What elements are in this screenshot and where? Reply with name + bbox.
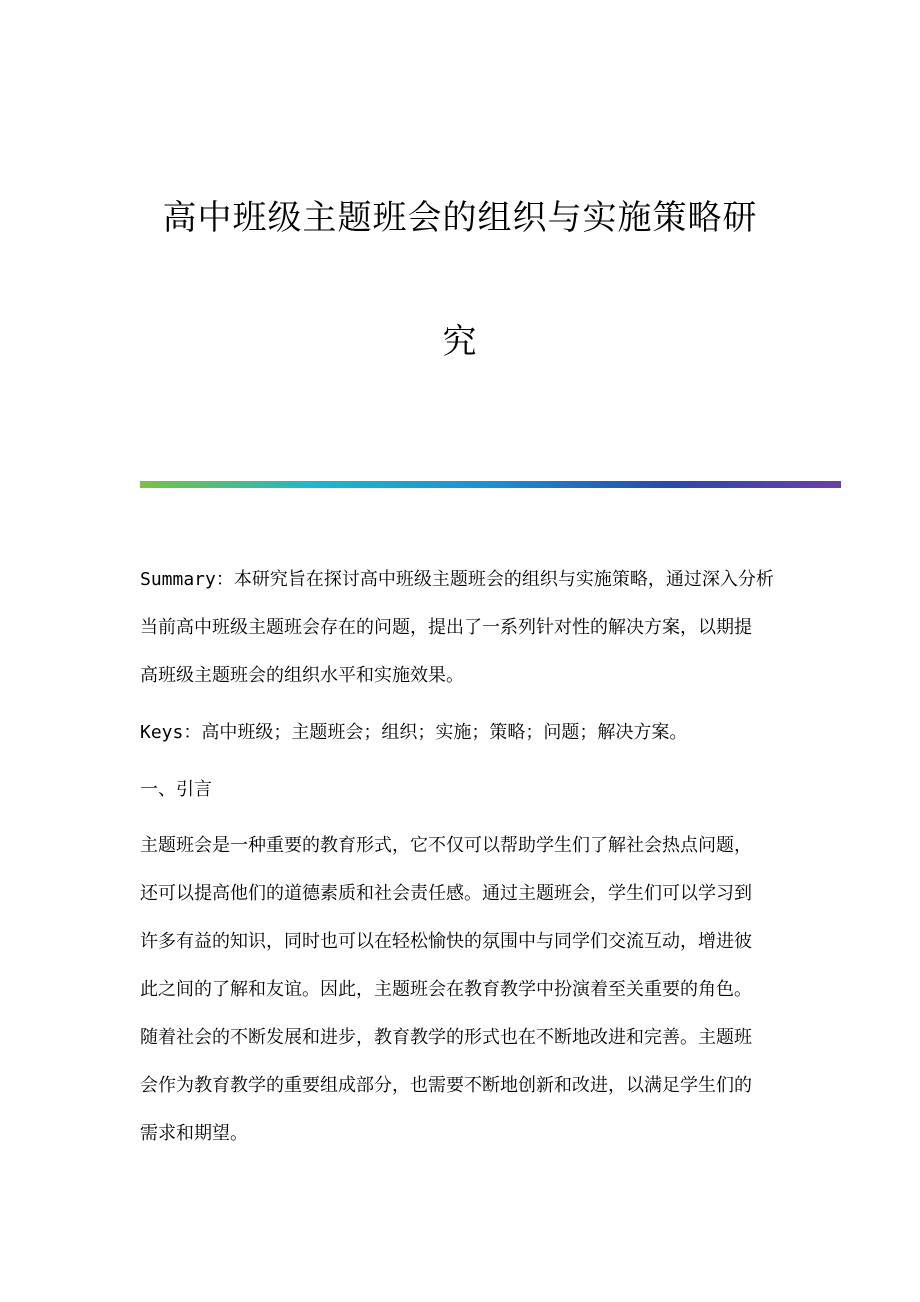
summary-paragraph (140, 556, 790, 700)
keywords-text: 高中班级；主题班会；组织；实施；策略；问题；解决方案。 (201, 722, 688, 743)
document-title-line-1: 高中班级主题班会的组织与实施策略研 (162, 198, 758, 238)
intro-line: 还可以提高他们的道德素质和社会责任感。通过主题班会，学生们可以学习到 (140, 883, 752, 904)
keywords-paragraph (140, 709, 790, 757)
summary-label: Summary： (140, 569, 234, 590)
intro-paragraph (140, 822, 790, 1158)
document-title-line-2: 究 (442, 322, 478, 362)
intro-line: 会作为教育教学的重要组成部分，也需要不断地创新和改进，以满足学生们的 (140, 1075, 752, 1096)
intro-line: 许多有益的知识，同时也可以在轻松愉快的氛围中与同学们交流互动，增进彼 (140, 931, 752, 952)
intro-line: 主题班会是一种重要的教育形式，它不仅可以帮助学生们了解社会热点问题， (140, 835, 752, 856)
intro-line: 此之间的了解和友谊。因此，主题班会在教育教学中扮演着至关重要的角色。 (140, 979, 752, 1000)
summary-text: 本研究旨在探讨高中班级主题班会的组织与实施策略，通过深入分析 (233, 569, 774, 590)
summary-line (140, 556, 790, 604)
intro-line: 需求和期望。 (140, 1123, 248, 1144)
gradient-divider (140, 481, 841, 488)
keywords-label: Keys： (140, 722, 202, 743)
summary-line: 当前高中班级主题班会存在的问题，提出了一系列针对性的解决方案，以期提 (140, 617, 752, 638)
keywords-line (140, 709, 790, 757)
section-heading-text: 一、引言 (140, 779, 212, 800)
intro-line: 随着社会的不断发展和进步，教育教学的形式也在不断地改进和完善。主题班 (140, 1027, 752, 1048)
summary-line: 高班级主题班会的组织水平和实施效果。 (140, 665, 464, 686)
section-heading (140, 766, 790, 814)
